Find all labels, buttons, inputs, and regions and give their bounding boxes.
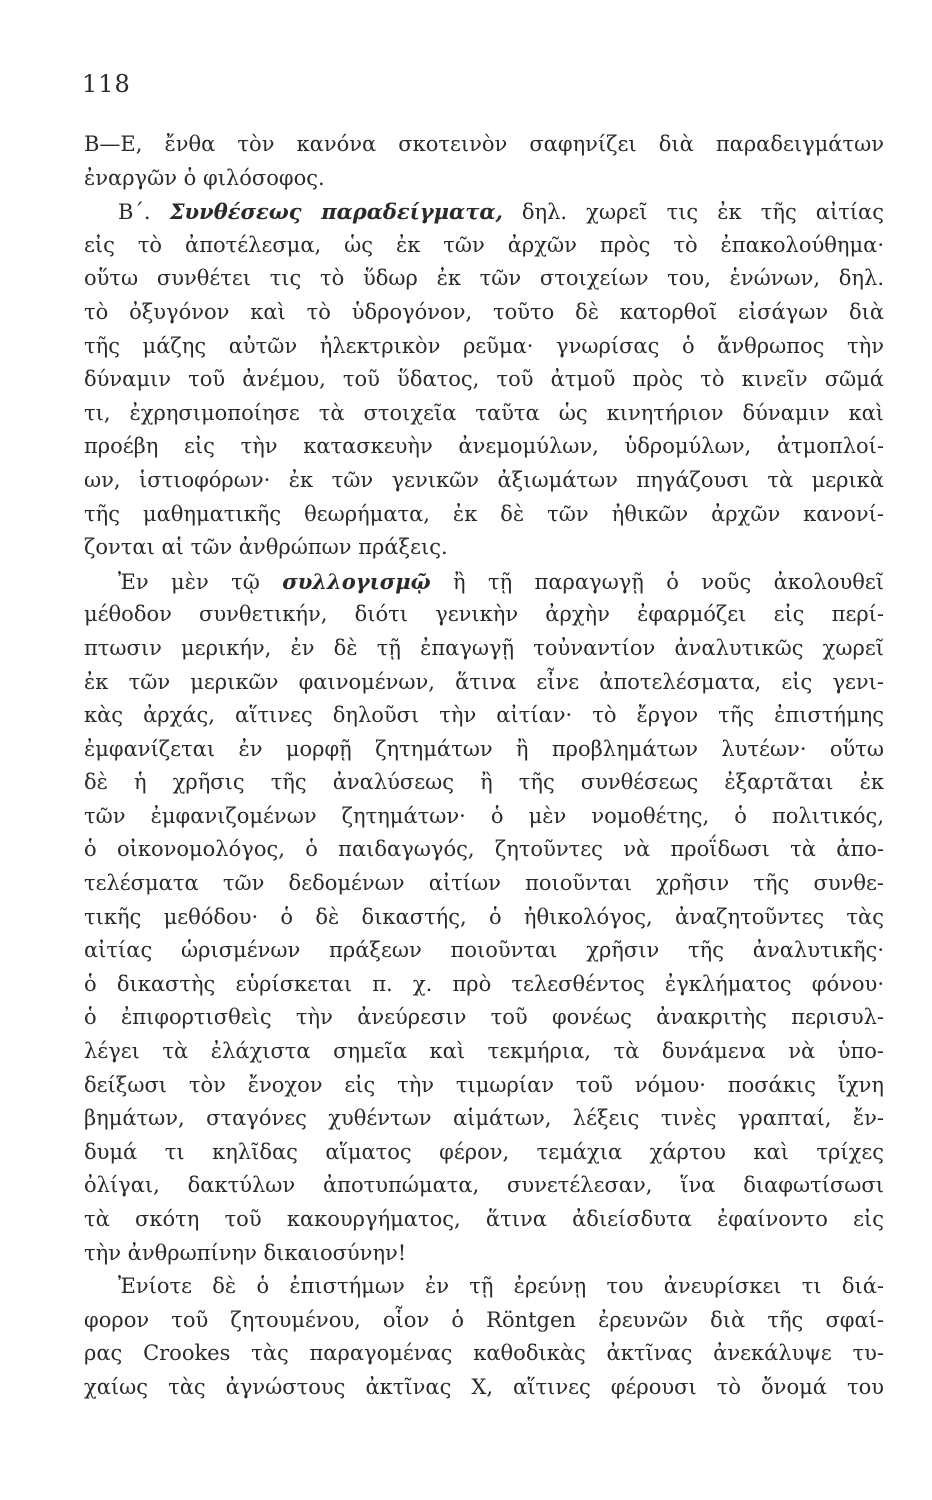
text-line: τὴν ἀνθρωπίνην δικαιοσύνην! — [84, 1240, 407, 1265]
text-line: τῶν ἐμφανιζομένων ζητημάτων· ὁ μὲν νομοθέτης, ὁ πολιτικός, — [84, 803, 884, 828]
text-line: πτωσιν μερικήν, ἐν δὲ τῇ ἐπαγωγῇ τοὐναντίον ἀναλυτικῶς χωρεῖ — [84, 635, 884, 660]
emphasized-term: συλλογισμῷ — [282, 568, 431, 594]
text-line: μέθοδον συνθετικήν, διότι γενικὴν ἀρχὴν ἐφαρμόζει εἰς περί- — [84, 602, 884, 627]
text-line: ὁ δικαστὴς εὑρίσκεται π. χ. πρὸ τελεσθέντος ἐγκλήματος φόνου· — [84, 971, 884, 996]
text-line: ων, ἱστιοφόρων· ἐκ τῶν γενικῶν ἀξιωμάτων πηγάζουσι τὰ μερικὰ — [84, 467, 884, 492]
text-line: ἐναργῶν ὁ φιλόσοφος. — [84, 165, 325, 190]
text-line — [84, 565, 884, 599]
text-line: ὁ οἰκονομολόγος, ὁ παιδαγωγός, ζητοῦντες νὰ προΐδωσι τὰ ἀπο- — [84, 837, 884, 862]
body-text — [84, 128, 884, 1405]
text-line: βημάτων, σταγόνες χυθέντων αἱμάτων, λέξεις τινὲς γραπταί, ἔν- — [84, 1106, 884, 1131]
text-line: ὀλίγαι, δακτύλων ἀποτυπώματα, συνετέλεσαν, ἵνα διαφωτίσωσι — [84, 1173, 884, 1198]
emphasized-term: Συνθέσεως παραδείγματα, — [169, 199, 503, 225]
text-line: Β—Ε, ἔνθα τὸν κανόνα σκοτεινὸν σαφηνίζει διὰ παραδειγμάτων — [84, 132, 884, 156]
text-line: οὕτω συνθέτει τις τὸ ὕδωρ ἐκ τῶν στοιχείων του, ἑνώνων, δηλ. — [84, 266, 884, 291]
page-number: 118 — [82, 70, 131, 98]
text-line: κὰς ἀρχάς, αἵτινες δηλοῦσι τὴν αἰτίαν· τὸ ἔργον τῆς ἐπιστήμης — [84, 703, 884, 728]
line-text: Ἐν μὲν τῷ — [118, 569, 283, 594]
text-line: δὲ ἡ χρῆσις τῆς ἀναλύσεως ἢ τῆς συνθέσεως ἐξαρτᾶται ἐκ — [84, 770, 884, 795]
text-line: τῆς μαθηματικῆς θεωρήματα, ἐκ δὲ τῶν ἠθικῶν ἀρχῶν κανονί- — [84, 501, 884, 526]
text-line: αἰτίας ὡρισμένων πράξεων ποιοῦνται χρῆσιν τῆς ἀναλυτικῆς· — [84, 938, 884, 963]
text-line: ὁ ἐπιφορτισθεὶς τὴν ἀνεύρεσιν τοῦ φονέως ἀνακριτὴς περισυλ- — [84, 1005, 884, 1030]
text-line: φορον τοῦ ζητουμένου, οἷον ὁ Röntgen ἐρευνῶν διὰ τῆς σφαί- — [84, 1307, 884, 1332]
text-line: προέβη εἰς τὴν κατασκευὴν ἀνεμομύλων, ὑδρομύλων, ἀτμοπλοί- — [84, 434, 884, 459]
line-text: δηλ. χωρεῖ τις ἐκ τῆς αἰτίας — [502, 200, 884, 225]
text-line: δυμά τι κηλῖδας αἵματος φέρον, τεμάχια χάρτου καὶ τρίχες — [84, 1139, 884, 1164]
line-text: ἢ τῇ παραγωγῇ ὁ νοῦς ἀκολουθεῖ — [430, 569, 884, 594]
text-line: χαίως τὰς ἀγνώστους ἀκτῖνας Χ, αἵτινες φέρουσι τὸ ὄνομά του — [84, 1374, 884, 1399]
text-line — [84, 195, 884, 229]
text-line: τι, ἐχρησιμοποίησε τὰ στοιχεῖα ταῦτα ὡς κινητήριον δύναμιν καὶ — [84, 400, 884, 425]
text-line: ρας Crookes τὰς παραγομένας καθοδικὰς ἀκτῖνας ἀνεκάλυψε τυ- — [84, 1341, 884, 1366]
text-line: τικῆς μεθόδου· ὁ δὲ δικαστής, ὁ ἠθικολόγος, ἀναζητοῦντες τὰς — [84, 904, 884, 929]
text-line: Ἐνίοτε δὲ ὁ ἐπιστήμων ἐν τῇ ἐρεύνῃ του ἀνευρίσκει τι διά- — [118, 1274, 884, 1299]
text-line: ζονται αἱ τῶν ἀνθρώπων πράξεις. — [84, 535, 448, 560]
text-line: ἐκ τῶν μερικῶν φαινομένων, ἅτινα εἶνε ἀποτελέσματα, εἰς γενι- — [84, 669, 884, 694]
text-line: λέγει τὰ ἐλάχιστα σημεῖα καὶ τεκμήρια, τὰ δυνάμενα νὰ ὑπο- — [84, 1039, 884, 1064]
section-label: Β΄. — [118, 200, 170, 225]
text-line: ἐμφανίζεται ἐν μορφῇ ζητημάτων ἢ προβλημάτων λυτέων· οὕτω — [84, 736, 884, 761]
text-line: τὸ ὀξυγόνον καὶ τὸ ὑδρογόνον, τοῦτο δὲ κατορθοῖ εἰσάγων διὰ — [84, 299, 884, 324]
text-line: εἰς τὸ ἀποτέλεσμα, ὡς ἐκ τῶν ἀρχῶν πρὸς τὸ ἐπακολούθημα· — [84, 232, 884, 257]
text-line: δύναμιν τοῦ ἀνέμου, τοῦ ὕδατος, τοῦ ἀτμοῦ πρὸς τὸ κινεῖν σῶμά — [84, 367, 884, 392]
text-line: δείξωσι τὸν ἔνοχον εἰς τὴν τιμωρίαν τοῦ νόμου· ποσάκις ἴχνη — [84, 1072, 884, 1097]
text-line: τὰ σκότη τοῦ κακουργήματος, ἅτινα ἀδιείσδυτα ἐφαίνοντο εἰς — [84, 1207, 884, 1231]
text-line: τελέσματα τῶν δεδομένων αἰτίων ποιοῦνται χρῆσιν τῆς συνθε- — [84, 871, 884, 896]
text-line: τῆς μάζης αὐτῶν ἠλεκτρικὸν ρεῦμα· γνωρίσας ὁ ἄνθρωπος τὴν — [84, 333, 884, 358]
